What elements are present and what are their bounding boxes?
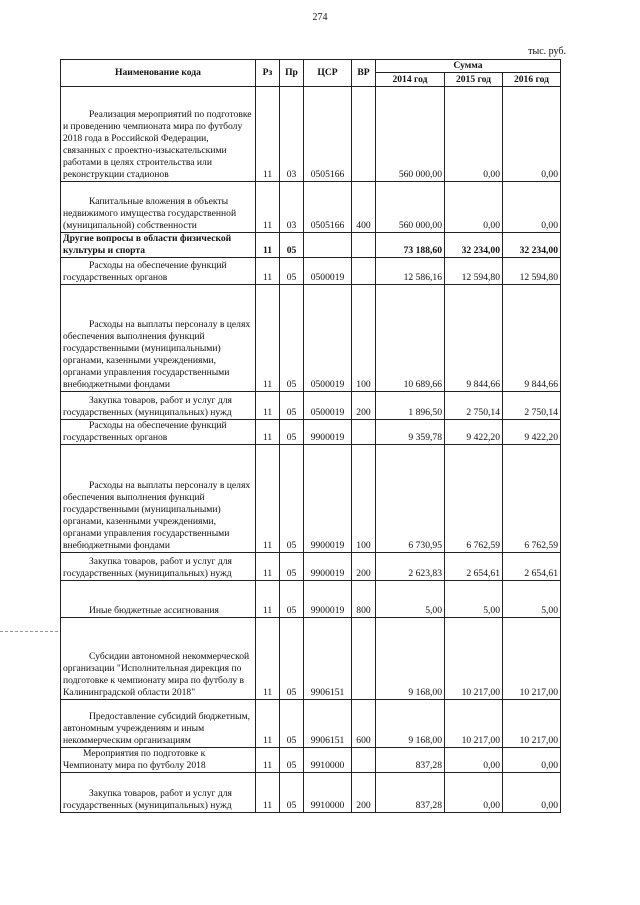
- row-csr: 9910000: [304, 773, 352, 813]
- row-pr: 05: [280, 581, 304, 618]
- row-2016: 0,00: [503, 182, 561, 233]
- row-vr: [352, 87, 376, 182]
- row-2016: 9 844,66: [503, 285, 561, 392]
- units-label: тыс. руб.: [528, 46, 566, 57]
- row-2015: 10 217,00: [445, 618, 503, 700]
- budget-table: [60, 59, 561, 813]
- row-pr: 05: [280, 553, 304, 581]
- row-csr: 0500019: [304, 258, 352, 285]
- row-2016: 0,00: [503, 87, 561, 182]
- row-vr: 600: [352, 700, 376, 748]
- col-header-vr: ВР: [352, 60, 376, 87]
- page-number: 274: [312, 12, 328, 23]
- row-rz: 11: [256, 233, 280, 258]
- col-header-rz: Рз: [256, 60, 280, 87]
- row-vr: 100: [352, 285, 376, 392]
- row-name-text: Реализация мероприятий по подготовке и проведению чемпионата мира по футболу 2018 года в Российской Федерации, связанных с проектно-изыскательскими работами в целях строительства или реконструкции стадионов: [63, 109, 252, 180]
- row-2015: 2 654,61: [445, 553, 503, 581]
- row-name: [61, 553, 256, 581]
- row-vr: [352, 258, 376, 285]
- row-2014: 837,28: [376, 748, 445, 773]
- row-vr: 800: [352, 581, 376, 618]
- row-name: [61, 618, 256, 700]
- row-name-text: Расходы на выплаты персоналу в целях обеспечения выполнения функций государственными (муниципальными) органами, казенными учреждениями, органами управления государственными внебюджетными фондами: [63, 319, 251, 390]
- row-name: [61, 233, 256, 258]
- scan-edge-mark: [0, 631, 58, 632]
- row-rz: 11: [256, 285, 280, 392]
- row-name: [61, 445, 256, 553]
- row-2014: 837,28: [376, 773, 445, 813]
- col-header-2015: 2015 год: [445, 73, 503, 87]
- table-row: [61, 233, 561, 258]
- row-2015: 0,00: [445, 87, 503, 182]
- table-row: [61, 553, 561, 581]
- row-name-text: Расходы на обеспечение функций государственных органов: [63, 260, 227, 283]
- row-csr: 9900019: [304, 581, 352, 618]
- row-2016: 9 422,20: [503, 420, 561, 445]
- row-pr: 05: [280, 700, 304, 748]
- row-name-text: Капитальные вложения в объекты недвижимого имущества государственной (муниципальной) собственности: [63, 196, 237, 231]
- row-csr: [304, 233, 352, 258]
- table-row: [61, 182, 561, 233]
- row-name: [61, 581, 256, 618]
- row-2015: 0,00: [445, 182, 503, 233]
- row-2014: 73 188,60: [376, 233, 445, 258]
- table-row: [61, 392, 561, 420]
- col-header-name: Наименование кода: [61, 60, 256, 87]
- row-2014: 9 168,00: [376, 700, 445, 748]
- col-header-2016: 2016 год: [503, 73, 561, 87]
- row-rz: 11: [256, 445, 280, 553]
- row-vr: 200: [352, 773, 376, 813]
- row-2015: 10 217,00: [445, 700, 503, 748]
- row-pr: 05: [280, 748, 304, 773]
- row-2014: 560 000,00: [376, 87, 445, 182]
- row-rz: 11: [256, 420, 280, 445]
- row-2015: 12 594,80: [445, 258, 503, 285]
- row-vr: 200: [352, 392, 376, 420]
- row-vr: [352, 233, 376, 258]
- row-2014: 1 896,50: [376, 392, 445, 420]
- row-name: [61, 285, 256, 392]
- row-csr: 9910000: [304, 748, 352, 773]
- row-rz: 11: [256, 392, 280, 420]
- row-2014: 12 586,16: [376, 258, 445, 285]
- row-rz: 11: [256, 773, 280, 813]
- row-rz: 11: [256, 700, 280, 748]
- row-pr: 05: [280, 392, 304, 420]
- table-row: [61, 748, 561, 773]
- row-pr: 03: [280, 182, 304, 233]
- row-pr: 05: [280, 773, 304, 813]
- row-csr: 9900019: [304, 445, 352, 553]
- row-name-text: Закупка товаров, работ и услуг для государственных (муниципальных) нужд: [63, 556, 232, 579]
- row-vr: 200: [352, 553, 376, 581]
- row-name-text: Закупка товаров, работ и услуг для государственных (муниципальных) нужд: [63, 788, 232, 811]
- row-name: [61, 420, 256, 445]
- row-2016: 10 217,00: [503, 700, 561, 748]
- row-vr: 100: [352, 445, 376, 553]
- col-header-2014: 2014 год: [376, 73, 445, 87]
- row-vr: 400: [352, 182, 376, 233]
- row-csr: 9900019: [304, 420, 352, 445]
- row-2014: 6 730,95: [376, 445, 445, 553]
- row-2015: 5,00: [445, 581, 503, 618]
- row-2016: 5,00: [503, 581, 561, 618]
- row-name-text: Мероприятия по подготовке к Чемпионату мира по футболу 2018: [63, 748, 206, 771]
- table-row: [61, 285, 561, 392]
- table-body: [61, 87, 561, 813]
- row-name: [61, 258, 256, 285]
- row-csr: 0505166: [304, 182, 352, 233]
- row-2014: 2 623,83: [376, 553, 445, 581]
- row-2016: 2 750,14: [503, 392, 561, 420]
- row-2014: 5,00: [376, 581, 445, 618]
- row-pr: 05: [280, 233, 304, 258]
- row-name-text: Расходы на обеспечение функций государственных органов: [63, 420, 227, 443]
- row-vr: [352, 618, 376, 700]
- col-header-pr: Пр: [280, 60, 304, 87]
- header-row-top: [61, 60, 561, 73]
- row-2016: 32 234,00: [503, 233, 561, 258]
- row-csr: 9906151: [304, 700, 352, 748]
- row-2015: 2 750,14: [445, 392, 503, 420]
- row-2015: 0,00: [445, 773, 503, 813]
- row-2015: 9 844,66: [445, 285, 503, 392]
- row-pr: 03: [280, 87, 304, 182]
- row-2014: 10 689,66: [376, 285, 445, 392]
- row-rz: 11: [256, 553, 280, 581]
- row-2015: 0,00: [445, 748, 503, 773]
- row-rz: 11: [256, 87, 280, 182]
- row-rz: 11: [256, 258, 280, 285]
- row-vr: [352, 748, 376, 773]
- table-row: [61, 87, 561, 182]
- row-rz: 11: [256, 748, 280, 773]
- table-row: [61, 445, 561, 553]
- row-pr: 05: [280, 445, 304, 553]
- row-csr: 0500019: [304, 285, 352, 392]
- row-name-text: Закупка товаров, работ и услуг для государственных (муниципальных) нужд: [63, 395, 232, 418]
- row-rz: 11: [256, 581, 280, 618]
- row-2014: 9 168,00: [376, 618, 445, 700]
- table-row: [61, 420, 561, 445]
- row-pr: 05: [280, 285, 304, 392]
- row-name: [61, 700, 256, 748]
- row-2016: 0,00: [503, 773, 561, 813]
- row-name-text: Другие вопросы в области физической культуры и спорта: [63, 233, 232, 256]
- row-name: [61, 87, 256, 182]
- row-pr: 05: [280, 420, 304, 445]
- row-name-text: Предоставление субсидий бюджетным, автономным учреждениям и иным некоммерческим организациям: [63, 711, 251, 746]
- row-2016: 2 654,61: [503, 553, 561, 581]
- row-2016: 10 217,00: [503, 618, 561, 700]
- table-row: [61, 581, 561, 618]
- table-row: [61, 618, 561, 700]
- table-row: [61, 773, 561, 813]
- row-name: [61, 773, 256, 813]
- row-2015: 9 422,20: [445, 420, 503, 445]
- row-2014: 9 359,78: [376, 420, 445, 445]
- row-csr: 0500019: [304, 392, 352, 420]
- row-2016: 12 594,80: [503, 258, 561, 285]
- row-2015: 6 762,59: [445, 445, 503, 553]
- row-name: [61, 182, 256, 233]
- row-2016: 0,00: [503, 748, 561, 773]
- row-name: [61, 748, 256, 773]
- row-pr: 05: [280, 258, 304, 285]
- row-vr: [352, 420, 376, 445]
- row-name-text: Субсидии автономной некоммерческой организации "Исполнительная дирекция по подготовке к чемпионату мира по футболу в Калининградской области 2018": [63, 651, 250, 698]
- row-2014: 560 000,00: [376, 182, 445, 233]
- col-header-csr: ЦСР: [304, 60, 352, 87]
- row-2015: 32 234,00: [445, 233, 503, 258]
- row-pr: 05: [280, 618, 304, 700]
- row-name-text: Расходы на выплаты персоналу в целях обеспечения выполнения функций государственными (муниципальными) органами, казенными учреждениями, органами управления государственными внебюджетными фондами: [63, 480, 251, 551]
- row-name-text: Иные бюджетные ассигнования: [89, 605, 219, 616]
- row-name: [61, 392, 256, 420]
- row-rz: 11: [256, 618, 280, 700]
- row-csr: 9900019: [304, 553, 352, 581]
- table-row: [61, 258, 561, 285]
- col-header-sum: Сумма: [376, 60, 561, 73]
- row-2016: 6 762,59: [503, 445, 561, 553]
- table-row: [61, 700, 561, 748]
- row-csr: 0505166: [304, 87, 352, 182]
- row-csr: 9906151: [304, 618, 352, 700]
- row-rz: 11: [256, 182, 280, 233]
